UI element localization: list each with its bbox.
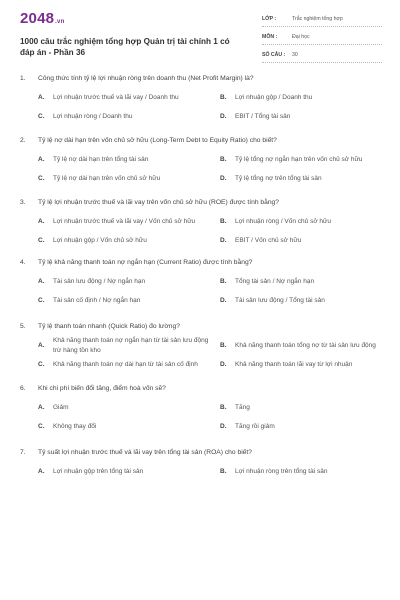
question-text: Tỷ lệ thanh toán nhanh (Quick Ratio) đo lường? [38, 323, 180, 330]
question-list [20, 74, 382, 481]
answer-option[interactable] [220, 150, 380, 169]
option-text: Khả năng thanh toán nợ dài hạn từ tài sản cố định [53, 360, 198, 368]
answer-options [38, 462, 382, 481]
answer-option[interactable] [38, 336, 212, 355]
answer-option[interactable] [220, 231, 380, 250]
question-number: 7. [20, 449, 26, 456]
question-item [20, 448, 382, 481]
answer-option[interactable] [220, 88, 380, 107]
question-stem [20, 448, 382, 458]
meta-label: SỐ CÂU : [262, 52, 286, 58]
option-text: Khả năng thanh toán lãi vay từ lợi nhuận [235, 360, 353, 368]
answer-options [38, 398, 382, 436]
meta-row-subject [262, 30, 382, 45]
question-number: 1. [20, 75, 26, 82]
option-letter: B. [220, 93, 227, 101]
option-letter: B. [220, 277, 227, 285]
question-stem [20, 384, 382, 394]
answer-option[interactable] [38, 272, 212, 291]
question-text: Công thức tính tỷ lệ lợi nhuận ròng trên doanh thu (Net Profit Margin) là? [38, 75, 254, 82]
meta-value: Đại học [292, 34, 310, 40]
question-item [20, 136, 382, 188]
option-letter: B. [220, 467, 227, 475]
answer-option[interactable] [220, 336, 380, 355]
question-number: 6. [20, 385, 26, 392]
answer-option[interactable] [220, 291, 380, 310]
meta-value: Trắc nghiệm tổng hợp [292, 16, 343, 22]
answer-option[interactable] [220, 169, 380, 188]
question-item [20, 258, 382, 310]
option-letter: D. [220, 236, 227, 244]
option-letter: C. [38, 174, 45, 182]
option-text: Tăng rồi giảm [235, 422, 275, 430]
option-text: Lợi nhuận ròng trên tổng tài sản [235, 467, 328, 475]
question-stem [20, 74, 382, 84]
site-logo[interactable] [20, 10, 238, 31]
option-text: Lợi nhuận trước thuế và lãi vay / Vốn chủ sở hữu [53, 217, 196, 225]
option-text: Tài sản lưu động / Nợ ngắn hạn [53, 277, 146, 285]
option-letter: C. [38, 236, 45, 244]
question-stem [20, 322, 382, 332]
option-letter: C. [38, 296, 45, 304]
question-text: Tỷ lệ khả năng thanh toán nợ ngắn hạn (Current Ratio) được tính bằng? [38, 259, 253, 266]
meta-label: MÔN : [262, 34, 278, 40]
option-letter: A. [38, 277, 45, 285]
option-letter: C. [38, 422, 45, 430]
question-number: 3. [20, 199, 26, 206]
option-text: Tài sản cố định / Nợ ngắn hạn [53, 296, 141, 304]
option-text: Khả năng thanh toán nợ ngắn hạn từ tài sản lưu động trừ hàng tồn kho [53, 337, 209, 354]
option-letter: D. [220, 112, 227, 120]
option-letter: A. [38, 217, 45, 225]
option-text: Tăng [235, 403, 250, 411]
answer-option[interactable] [38, 212, 212, 231]
answer-option[interactable] [220, 272, 380, 291]
option-text: Lợi nhuận gộp / Vốn chủ sở hữu [53, 236, 147, 244]
answer-option[interactable] [38, 88, 212, 107]
question-text: Tỷ lệ nợ dài hạn trên vốn chủ sở hữu (Long-Term Debt to Equity Ratio) cho biết? [38, 137, 277, 144]
page-title: 1000 câu trắc nghiệm tổng hợp Quản trị tài chính 1 có đáp án - Phần 36 [20, 37, 230, 57]
option-letter: A. [38, 341, 45, 349]
answer-option[interactable] [38, 169, 212, 188]
answer-option[interactable] [38, 398, 212, 417]
answer-options [38, 88, 382, 126]
question-stem [20, 258, 382, 268]
question-item [20, 322, 382, 374]
option-text: Tài sản lưu động / Tổng tài sản [235, 296, 325, 304]
answer-options [38, 336, 382, 374]
answer-options [38, 272, 382, 310]
meta-row-count [262, 48, 382, 63]
option-text: Lợi nhuận trước thuế và lãi vay / Doanh thu [53, 93, 179, 101]
option-text: Tỷ lệ nợ dài hạn trên tổng tài sản [53, 155, 149, 163]
answer-option[interactable] [38, 462, 212, 481]
meta-row-class [262, 12, 382, 27]
option-text: Tỷ lệ tổng nợ trên tổng tài sản [235, 174, 322, 182]
answer-option[interactable] [38, 150, 212, 169]
meta-label: LỚP : [262, 16, 277, 22]
option-text: Lợi nhuận gộp trên tổng tài sản [53, 467, 144, 475]
logo-suffix-text: .vn [55, 19, 65, 25]
option-text: Lợi nhuận ròng / Doanh thu [53, 112, 133, 120]
question-stem [20, 136, 382, 146]
answer-option[interactable] [220, 355, 380, 374]
option-letter: B. [220, 155, 227, 163]
question-stem [20, 198, 382, 208]
question-item [20, 198, 382, 250]
option-text: EBIT / Tổng tài sản [235, 112, 291, 120]
question-text: Khi chi phí biến đổi tăng, điểm hoà vốn sẽ? [38, 385, 166, 392]
answer-option[interactable] [38, 231, 212, 250]
option-text: Tổng tài sản / Nợ ngắn hạn [235, 277, 315, 285]
question-item [20, 384, 382, 436]
option-letter: C. [38, 112, 45, 120]
option-text: Lợi nhuận gộp / Doanh thu [235, 93, 313, 101]
option-letter: A. [38, 155, 45, 163]
option-text: EBIT / Vốn chủ sở hữu [235, 236, 302, 244]
option-text: Giảm [53, 403, 69, 411]
question-text: Tỷ lệ lợi nhuận trước thuế và lãi vay trên vốn chủ sở hữu (ROE) được tính bằng? [38, 199, 279, 206]
question-text: Tỷ suất lợi nhuận trước thuế và lãi vay trên tổng tài sản (ROA) cho biết? [38, 449, 252, 456]
option-letter: D. [220, 174, 227, 182]
option-text: Không thay đổi [53, 422, 97, 430]
answer-option[interactable] [220, 398, 380, 417]
question-number: 2. [20, 137, 26, 144]
answer-option[interactable] [38, 291, 212, 310]
answer-option[interactable] [220, 107, 380, 126]
option-letter: B. [220, 403, 227, 411]
option-letter: B. [220, 341, 227, 349]
answer-option[interactable] [220, 417, 380, 436]
option-letter: D. [220, 296, 227, 304]
brand-block [20, 10, 238, 66]
answer-option[interactable] [220, 212, 380, 231]
answer-options [38, 150, 382, 188]
question-item [20, 74, 382, 126]
option-letter: B. [220, 217, 227, 225]
quiz-meta [262, 12, 382, 66]
question-number: 4. [20, 259, 26, 266]
option-text: Tỷ lệ tổng nợ ngắn hạn trên vốn chủ sở hữu [235, 155, 363, 163]
answer-options [38, 212, 382, 250]
question-number: 5. [20, 323, 26, 330]
option-text: Khả năng thanh toán tổng nợ từ tài sản lưu động [235, 341, 376, 349]
page-header [20, 0, 382, 66]
option-letter: C. [38, 360, 45, 368]
answer-option[interactable] [38, 107, 212, 126]
option-letter: D. [220, 422, 227, 430]
answer-option[interactable] [38, 417, 212, 436]
option-text: Lợi nhuận ròng / Vốn chủ sở hữu [235, 217, 331, 225]
option-letter: D. [220, 360, 227, 368]
option-text: Tỷ lệ nợ dài hạn trên vốn chủ sở hữu [53, 174, 161, 182]
meta-value: 30 [292, 52, 298, 58]
option-letter: A. [38, 467, 45, 475]
answer-option[interactable] [220, 462, 380, 481]
logo-main-text: 2048 [20, 10, 55, 27]
option-letter: A. [38, 403, 45, 411]
option-letter: A. [38, 93, 45, 101]
answer-option[interactable] [38, 355, 212, 374]
